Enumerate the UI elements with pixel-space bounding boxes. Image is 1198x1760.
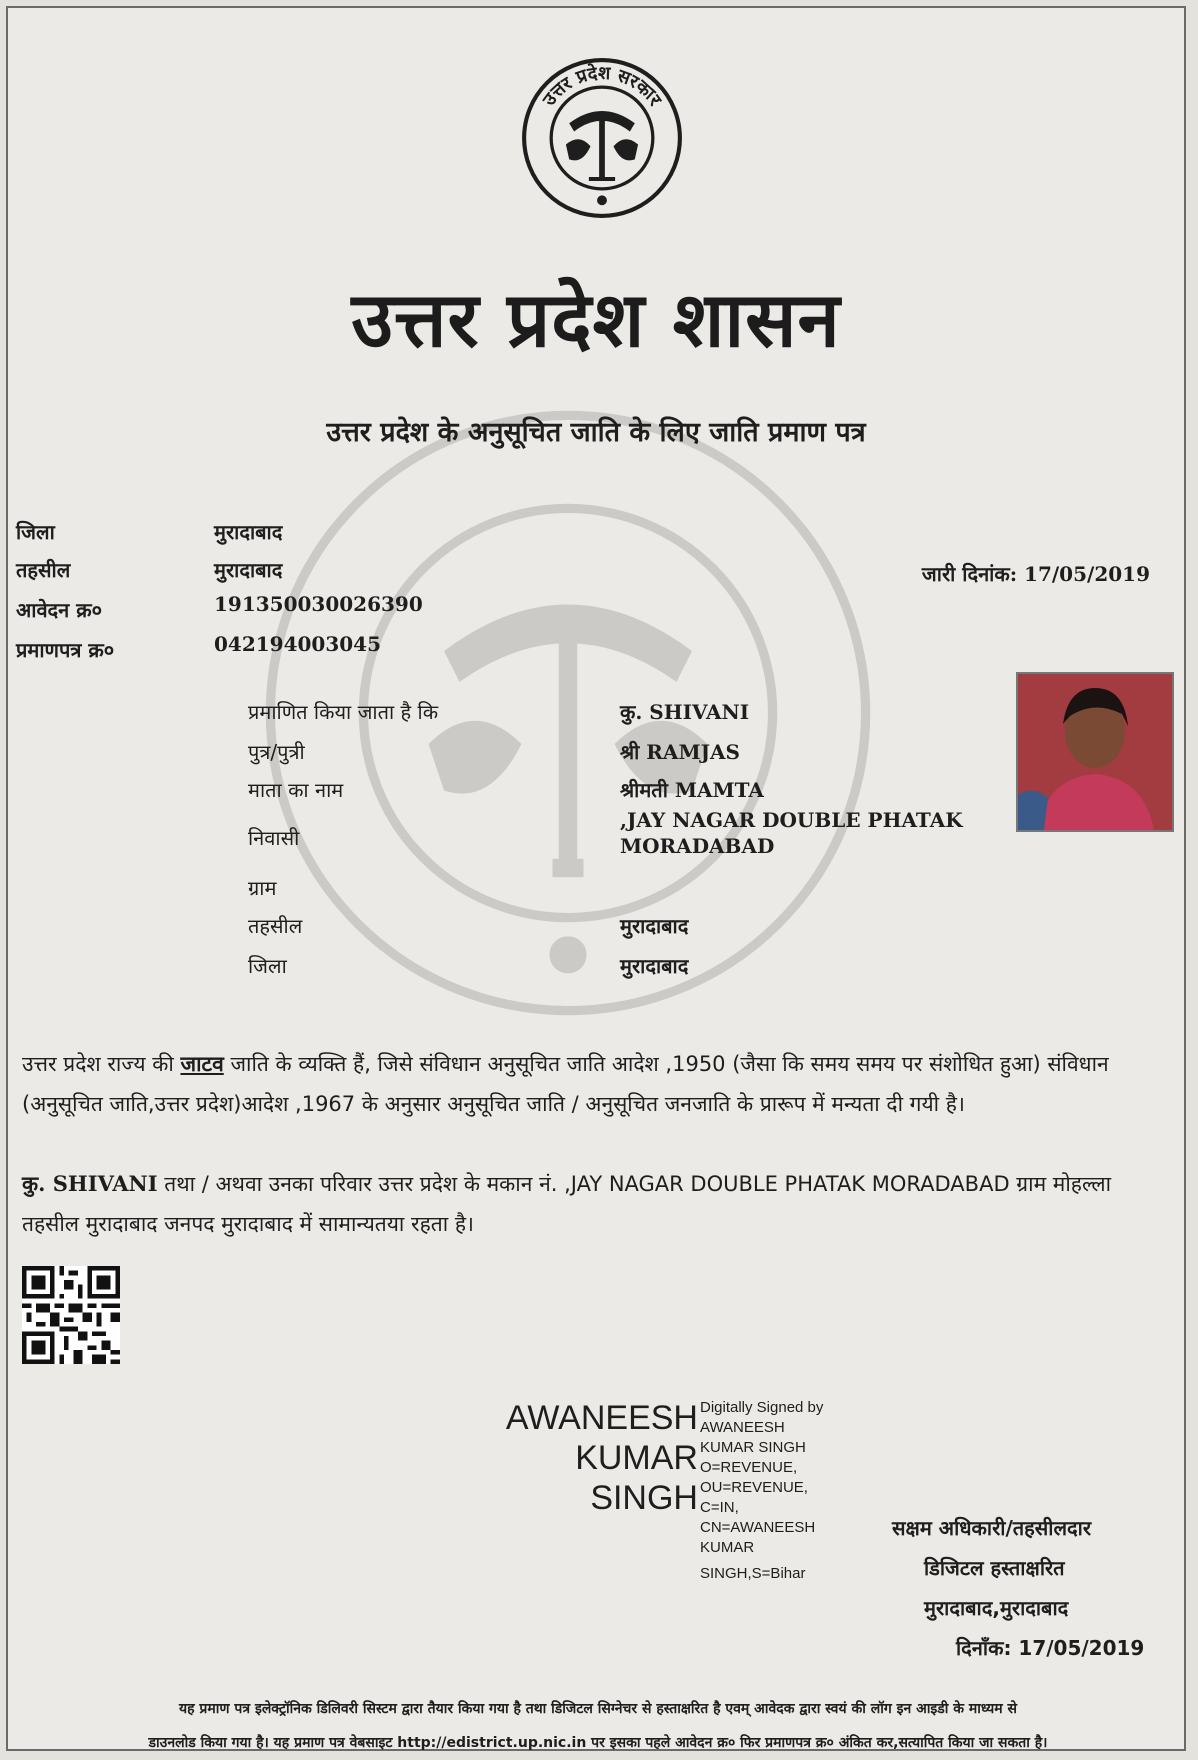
mother-name-label: माता का नाम — [248, 778, 344, 802]
certified-label: प्रमाणित किया जाता है कि — [248, 700, 439, 724]
p1-post: जाति के व्यक्ति हैं, जिसे संविधान अनुसूचित जाति आदेश ,1950 (जैसा कि समय समय पर संशोधित हुआ) संविधान (अनुसूचित जाति,उत्तर प्रदेश)आदेश ,1967 के अनुसार अनुसूचित जाति / अनुसूचित जनजाति के प्रारूप में मन्यता दी गयी है। — [22, 1052, 1109, 1116]
signer-name-line2: KUMAR — [575, 1439, 698, 1477]
sig-line: C=IN, — [700, 1499, 739, 1516]
detail-tehsil-label: तहसील — [248, 914, 303, 938]
district-value: मुरादाबाद — [214, 520, 283, 544]
issue-date: जारी दिनांक: 17/05/2019 — [921, 562, 1150, 586]
caste-name: जाटव — [180, 1051, 224, 1076]
officer-place: मुरादाबाद,मुरादाबाद — [924, 1596, 1069, 1620]
applicant-photo — [1016, 672, 1174, 832]
father-name-value: श्री RAMJAS — [620, 740, 741, 764]
officer-designation: सक्षम अधिकारी/तहसीलदार — [892, 1516, 1092, 1540]
certified-name-value: कु. SHIVANI — [620, 700, 750, 724]
district-label: जिला — [16, 520, 55, 544]
qr-code-icon — [22, 1266, 120, 1364]
sig-line: SINGH,S=Bihar — [700, 1565, 806, 1582]
application-number-value: 191350030026390 — [214, 592, 423, 616]
person-photo-icon — [1018, 674, 1172, 830]
certificate-page — [6, 6, 1186, 1751]
emblem-ring-text: उत्तर प्रदेश सरकार — [538, 62, 666, 110]
tehsil-label: तहसील — [16, 558, 71, 582]
certificate-subtitle: उत्तर प्रदेश के अनुसूचित जाति के लिए जाति प्रमाण पत्र — [326, 417, 866, 448]
sig-line: KUMAR SINGH — [700, 1439, 806, 1456]
signer-name-line1: AWANEESH — [505, 1399, 698, 1437]
certificate-number-label: प्रमाणपत्र क्र० — [16, 638, 115, 662]
certificate-number-value: 042194003045 — [214, 632, 381, 656]
footer-line2: डाउनलोड किया गया है। यह प्रमाण पत्र वेबसाइट http://edistrict.up.nic.in पर इसका पहले आवेदन क्र० फिर प्रमाणपत्र क्र० अंकित कर,सत्यापित किया जा सकता है। — [148, 1735, 1048, 1751]
digital-signature-details — [700, 1398, 823, 1584]
digitally-signed-label: डिजिटल हस्ताक्षरित — [924, 1556, 1065, 1580]
detail-district-value: मुरादाबाद — [620, 954, 689, 978]
up-government-emblem-icon — [520, 56, 684, 220]
tehsil-value: मुरादाबाद — [214, 558, 283, 582]
signer-name-line3: SINGH — [590, 1479, 698, 1517]
detail-tehsil-value: मुरादाबाद — [620, 914, 689, 938]
sig-line: OU=REVENUE, — [700, 1479, 808, 1496]
residence-paragraph — [22, 1164, 1172, 1244]
detail-district-label: जिला — [248, 954, 287, 978]
footer-line1: यह प्रमाण पत्र इलेक्ट्रॉनिक डिलिवरी सिस्टम द्वारा तैयार किया गया है तथा डिजिटल सिग्नेचर से हस्ताक्षरित है एवम् आवेदक द्वारा स्वयं की लॉग इन आइडी के माध्यम से — [179, 1701, 1017, 1717]
sig-line: CN=AWANEESH — [700, 1519, 816, 1536]
sig-line: KUMAR — [700, 1539, 755, 1556]
sig-line: AWANEESH — [700, 1419, 785, 1436]
resident-value-line2: MORADABAD — [620, 834, 775, 858]
page-title: उत्तर प्रदेश शासन — [351, 275, 841, 364]
child-of-label: पुत्र/पुत्री — [248, 740, 305, 764]
village-label: ग्राम — [248, 876, 277, 900]
application-number-label: आवेदन क्र० — [16, 598, 103, 622]
resident-label: निवासी — [248, 826, 300, 850]
p2-text: तथा / अथवा उनका परिवार उत्तर प्रदेश के मकान नं. ,JAY NAGAR DOUBLE PHATAK MORADABAD ग्राम मोहल्ला तहसील मुरादाबाद जनपद मुरादाबाद में सामान्यतया रहता है। — [22, 1172, 1112, 1236]
signer-name — [480, 1398, 698, 1518]
sig-line: Digitally Signed by — [700, 1399, 824, 1416]
caste-declaration-paragraph — [22, 1044, 1172, 1124]
mother-name-value: श्रीमती MAMTA — [620, 778, 764, 802]
p2-applicant-name: कु. SHIVANI — [22, 1171, 158, 1196]
officer-date: दिनाँक: 17/05/2019 — [956, 1636, 1145, 1660]
footer-note — [28, 1692, 1168, 1760]
sig-line: O=REVENUE, — [700, 1459, 798, 1476]
resident-value-line1: ,JAY NAGAR DOUBLE PHATAK — [620, 808, 963, 832]
p1-pre: उत्तर प्रदेश राज्य की — [22, 1052, 181, 1076]
